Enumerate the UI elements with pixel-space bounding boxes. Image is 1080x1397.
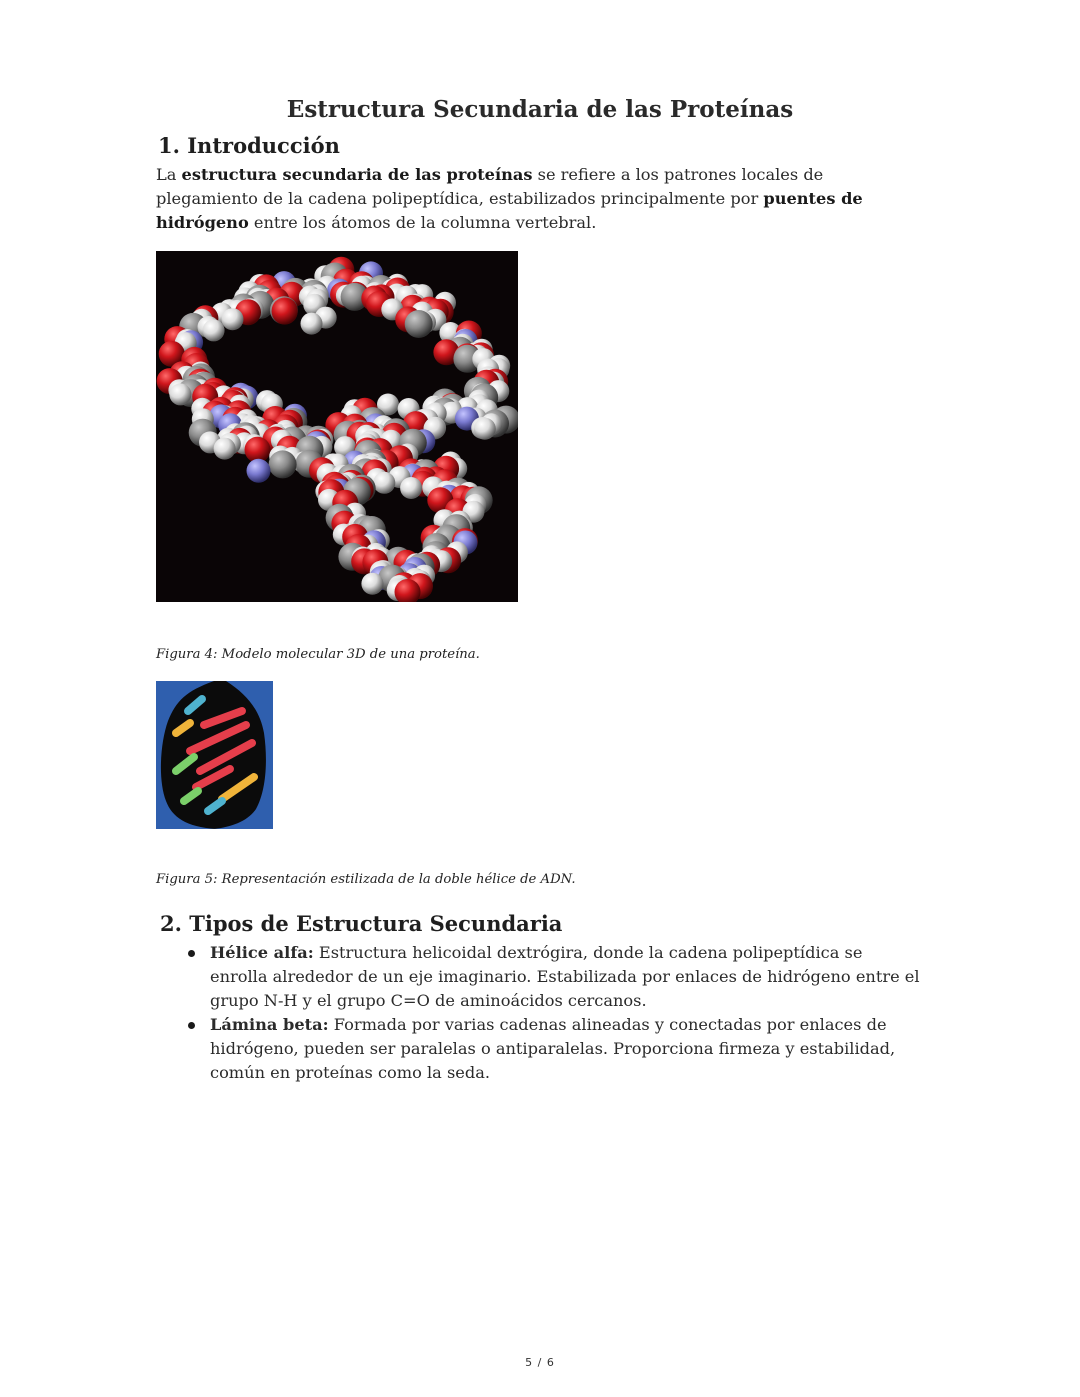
atom-sphere xyxy=(245,437,271,463)
dna-helix-svg xyxy=(156,681,273,829)
intro-paragraph xyxy=(156,163,926,235)
intro-bold-hydrogen-bonds: puentes de hidrógeno xyxy=(156,189,863,232)
figure-5-caption: Figura 5: Representación estilizada de la doble hélice de ADN. xyxy=(156,872,576,887)
atom-sphere xyxy=(400,477,422,499)
intro-text-end: entre los átomos de la columna vertebral. xyxy=(248,213,597,232)
atom-sphere xyxy=(405,310,433,338)
page-number: 5 / 6 xyxy=(525,1356,555,1369)
bullet-icon xyxy=(188,950,195,957)
section-heading-tipos: 2. Tipos de Estructura Secundaria xyxy=(160,911,563,936)
atom-sphere xyxy=(301,313,323,335)
atom-sphere xyxy=(247,459,271,483)
atom-sphere xyxy=(214,438,236,460)
atom-sphere xyxy=(272,299,298,325)
list-item-term: Hélice alfa: xyxy=(210,943,314,962)
intro-text-start: La xyxy=(156,165,182,184)
figure-4-caption: Figura 4: Modelo molecular 3D de una proteína. xyxy=(156,647,480,662)
atom-sphere xyxy=(222,308,244,330)
list-item-helice-alfa xyxy=(182,941,922,1013)
intro-bold-term: estructura secundaria de las proteínas xyxy=(181,165,533,184)
list-item-term: Lámina beta: xyxy=(210,1015,329,1034)
dna-helix-image xyxy=(156,681,273,829)
atom-sphere xyxy=(269,450,297,478)
atom-sphere xyxy=(373,472,395,494)
intro-text-middle: se refiere a los patrones locales de plegamiento de la cadena polipeptídica, estabilizados principalmente por xyxy=(156,165,824,208)
atom-sphere xyxy=(169,383,191,405)
bullet-icon xyxy=(188,1022,195,1029)
list-item-text: Formada por varias cadenas alineadas y conectadas por enlaces de hidrógeno, pueden ser paralelas o antiparalelas. Proporciona firmeza y estabilidad, común en proteínas como la seda. xyxy=(210,1015,896,1082)
section-heading-introduccion: 1. Introducción xyxy=(158,133,340,158)
protein-model-svg xyxy=(156,251,518,602)
atom-sphere xyxy=(361,573,383,595)
protein-molecular-model-image xyxy=(156,251,518,602)
list-item-text: Estructura helicoidal dextrógira, donde la cadena polipeptídica se enrolla alrededor de un eje imaginario. Estabilizada por enlaces de hidrógeno entre el grupo N-H y el grupo C=O de aminoácidos cercanos. xyxy=(210,943,920,1010)
list-item-lamina-beta xyxy=(182,1013,922,1085)
atom-sphere xyxy=(203,319,225,341)
page-title: Estructura Secundaria de las Proteínas xyxy=(286,96,794,123)
atom-sphere xyxy=(474,418,496,440)
secondary-structure-list xyxy=(182,941,922,1085)
